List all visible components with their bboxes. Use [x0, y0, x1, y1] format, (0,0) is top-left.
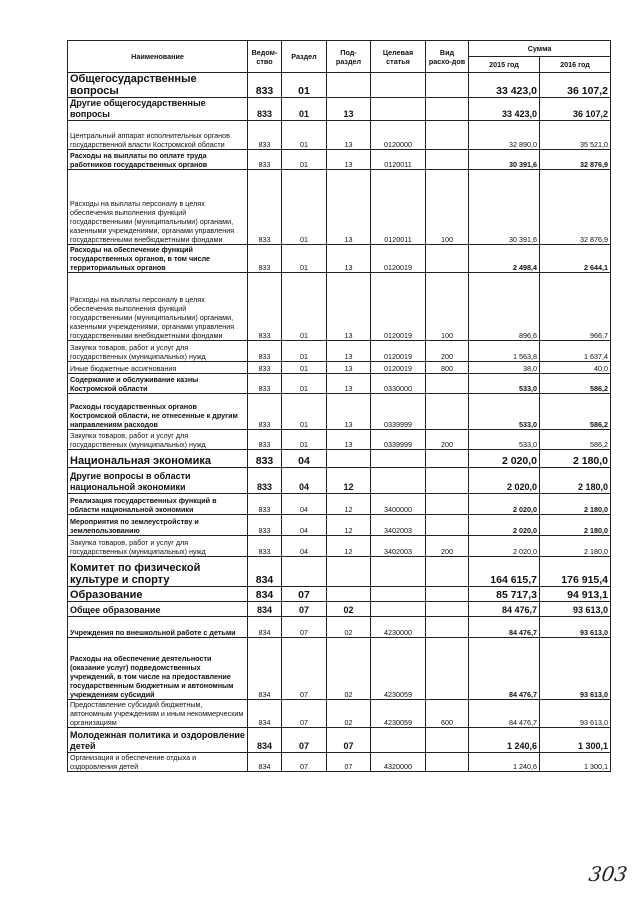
- row-celevaya-statya: 0339999: [371, 394, 426, 430]
- row-sum-2015: 85 717,3: [469, 587, 540, 602]
- row-sum-2016: 93 613,0: [540, 617, 611, 638]
- row-celevaya-statya: 4320000: [371, 753, 426, 772]
- table-row: [68, 617, 611, 638]
- row-vedomstvo: 833: [248, 273, 282, 341]
- row-sum-2016: 586,2: [540, 394, 611, 430]
- header-vid-raskhodov: Вид расхо-дов: [426, 41, 469, 73]
- row-sum-2016: 94 913,1: [540, 587, 611, 602]
- row-podrazdel: 12: [327, 536, 371, 557]
- row-celevaya-statya: 0120019: [371, 341, 426, 362]
- row-vid-raskhodov: [426, 617, 469, 638]
- row-razdel: 01: [282, 430, 327, 450]
- table-body: [68, 73, 611, 772]
- row-razdel: 01: [282, 150, 327, 170]
- row-celevaya-statya: 3402003: [371, 536, 426, 557]
- row-vid-raskhodov: [426, 557, 469, 587]
- row-podrazdel: 13: [327, 121, 371, 150]
- row-sum-2016: 32 876,9: [540, 170, 611, 245]
- row-name: Иные бюджетные ассигнования: [68, 362, 248, 374]
- row-sum-2016: 176 915,4: [540, 557, 611, 587]
- row-podrazdel: 12: [327, 494, 371, 515]
- header-celevaya-statya: Целевая статья: [371, 41, 426, 73]
- row-celevaya-statya: [371, 73, 426, 98]
- row-podrazdel: 13: [327, 430, 371, 450]
- row-razdel: 04: [282, 468, 327, 494]
- row-vid-raskhodov: 800: [426, 362, 469, 374]
- row-celevaya-statya: 0120000: [371, 121, 426, 150]
- row-vid-raskhodov: [426, 494, 469, 515]
- row-name: Мероприятия по землеустройству и землепользованию: [68, 515, 248, 536]
- row-celevaya-statya: 3400000: [371, 494, 426, 515]
- row-name: Общегосударственные вопросы: [68, 73, 248, 98]
- row-razdel: 07: [282, 617, 327, 638]
- row-sum-2015: 2 020,0: [469, 536, 540, 557]
- row-sum-2015: 2 020,0: [469, 468, 540, 494]
- row-sum-2016: 2 180,0: [540, 536, 611, 557]
- row-sum-2016: 586,2: [540, 430, 611, 450]
- row-name: Расходы на обеспечение функций государственных органов, в том числе территориальных органов: [68, 245, 248, 273]
- row-razdel: 07: [282, 753, 327, 772]
- row-sum-2015: 1 240,6: [469, 728, 540, 753]
- row-name: Расходы на выплаты персоналу в целях обеспечения выполнения функций государственными (муниципальными) органами, казенными учреждениями, органами управления государственными внебюджетными фондами: [68, 170, 248, 245]
- row-sum-2015: 533,0: [469, 394, 540, 430]
- header-year-2015: 2015 год: [469, 57, 540, 73]
- row-sum-2015: 896,6: [469, 273, 540, 341]
- row-vedomstvo: 833: [248, 494, 282, 515]
- row-razdel: 07: [282, 700, 327, 728]
- row-razdel: [282, 557, 327, 587]
- row-podrazdel: 13: [327, 374, 371, 394]
- row-celevaya-statya: 4230000: [371, 617, 426, 638]
- row-sum-2016: 1 637,4: [540, 341, 611, 362]
- row-podrazdel: [327, 587, 371, 602]
- row-razdel: 01: [282, 73, 327, 98]
- row-razdel: 01: [282, 245, 327, 273]
- row-vedomstvo: 834: [248, 753, 282, 772]
- row-sum-2015: 1 563,8: [469, 341, 540, 362]
- row-sum-2016: 966,7: [540, 273, 611, 341]
- row-vedomstvo: 833: [248, 536, 282, 557]
- row-sum-2015: 164 615,7: [469, 557, 540, 587]
- row-celevaya-statya: [371, 728, 426, 753]
- table-row: [68, 121, 611, 150]
- row-sum-2015: 2 498,4: [469, 245, 540, 273]
- row-vid-raskhodov: [426, 468, 469, 494]
- row-podrazdel: 13: [327, 362, 371, 374]
- row-podrazdel: [327, 73, 371, 98]
- row-sum-2016: 2 180,0: [540, 468, 611, 494]
- row-razdel: 07: [282, 638, 327, 700]
- row-razdel: 07: [282, 728, 327, 753]
- table-row: [68, 98, 611, 121]
- row-vid-raskhodov: [426, 73, 469, 98]
- row-razdel: 01: [282, 362, 327, 374]
- row-name: Общее образование: [68, 602, 248, 617]
- row-podrazdel: 07: [327, 753, 371, 772]
- row-celevaya-statya: 0330000: [371, 374, 426, 394]
- table-row: [68, 587, 611, 602]
- row-sum-2016: 586,2: [540, 374, 611, 394]
- row-vid-raskhodov: 100: [426, 170, 469, 245]
- table-row: [68, 557, 611, 587]
- row-podrazdel: [327, 557, 371, 587]
- table-row: [68, 73, 611, 98]
- row-vid-raskhodov: 200: [426, 341, 469, 362]
- row-vedomstvo: 833: [248, 170, 282, 245]
- row-vid-raskhodov: [426, 245, 469, 273]
- row-sum-2016: 2 180,0: [540, 450, 611, 468]
- row-vedomstvo: 833: [248, 362, 282, 374]
- table-row: [68, 700, 611, 728]
- page-number: 303: [587, 862, 629, 886]
- row-name: Предоставление субсидий бюджетным, автономным учреждениям и иным некоммерческим организациям: [68, 700, 248, 728]
- row-name: Содержание и обслуживание казны Костромской области: [68, 374, 248, 394]
- row-name: Образование: [68, 587, 248, 602]
- row-podrazdel: 02: [327, 602, 371, 617]
- row-razdel: 01: [282, 121, 327, 150]
- row-podrazdel: 13: [327, 273, 371, 341]
- table-row: [68, 638, 611, 700]
- row-sum-2015: 84 476,7: [469, 602, 540, 617]
- row-vid-raskhodov: 100: [426, 273, 469, 341]
- row-vedomstvo: 834: [248, 617, 282, 638]
- table-row: [68, 430, 611, 450]
- row-vedomstvo: 834: [248, 587, 282, 602]
- row-vid-raskhodov: 200: [426, 430, 469, 450]
- row-vid-raskhodov: [426, 728, 469, 753]
- row-vedomstvo: 833: [248, 468, 282, 494]
- table-row: [68, 450, 611, 468]
- row-vedomstvo: 833: [248, 73, 282, 98]
- row-vedomstvo: 834: [248, 728, 282, 753]
- row-sum-2016: 35 521,0: [540, 121, 611, 150]
- table-row: [68, 468, 611, 494]
- row-vedomstvo: 833: [248, 341, 282, 362]
- row-celevaya-statya: 3402003: [371, 515, 426, 536]
- row-sum-2015: 32 890,0: [469, 121, 540, 150]
- table-row: [68, 515, 611, 536]
- row-sum-2016: 93 613,0: [540, 602, 611, 617]
- row-podrazdel: 13: [327, 394, 371, 430]
- row-vedomstvo: 833: [248, 98, 282, 121]
- row-razdel: 04: [282, 536, 327, 557]
- row-sum-2015: 84 476,7: [469, 700, 540, 728]
- row-celevaya-statya: [371, 557, 426, 587]
- row-podrazdel: 13: [327, 150, 371, 170]
- table-row: [68, 150, 611, 170]
- row-podrazdel: 07: [327, 728, 371, 753]
- table-row: [68, 728, 611, 753]
- row-celevaya-statya: [371, 602, 426, 617]
- row-sum-2015: 33 423,0: [469, 73, 540, 98]
- table-row: [68, 602, 611, 617]
- row-celevaya-statya: [371, 587, 426, 602]
- row-sum-2015: 84 476,7: [469, 617, 540, 638]
- row-vid-raskhodov: [426, 450, 469, 468]
- row-sum-2016: 1 300,1: [540, 728, 611, 753]
- row-name: Расходы государственных органов Костромской области, не отнесенные к другим направлениям расходов: [68, 394, 248, 430]
- row-razdel: 04: [282, 450, 327, 468]
- header-razdel: Раздел: [282, 41, 327, 73]
- row-name: Центральный аппарат исполнительных органов государственной власти Костромской области: [68, 121, 248, 150]
- header-summa: Сумма: [469, 41, 611, 57]
- row-razdel: 01: [282, 374, 327, 394]
- row-name: Реализация государственных функций в области национальной экономики: [68, 494, 248, 515]
- row-razdel: 07: [282, 602, 327, 617]
- row-sum-2015: 33 423,0: [469, 98, 540, 121]
- row-celevaya-statya: 0339999: [371, 430, 426, 450]
- row-celevaya-statya: [371, 98, 426, 121]
- row-sum-2016: 2 180,0: [540, 494, 611, 515]
- header-name: Наименование: [68, 41, 248, 73]
- row-sum-2016: 2 180,0: [540, 515, 611, 536]
- row-name: Комитет по физической культуре и спорту: [68, 557, 248, 587]
- table-row: [68, 753, 611, 772]
- row-sum-2016: 36 107,2: [540, 98, 611, 121]
- row-razdel: 01: [282, 394, 327, 430]
- row-podrazdel: 02: [327, 617, 371, 638]
- row-razdel: 01: [282, 170, 327, 245]
- row-podrazdel: 13: [327, 341, 371, 362]
- row-name: Организация и обеспечение отдыха и оздоровления детей: [68, 753, 248, 772]
- row-celevaya-statya: 4230059: [371, 638, 426, 700]
- row-name: Закупка товаров, работ и услуг для государственных (муниципальных) нужд: [68, 341, 248, 362]
- row-sum-2016: 1 300,1: [540, 753, 611, 772]
- row-razdel: 04: [282, 515, 327, 536]
- row-vid-raskhodov: 200: [426, 536, 469, 557]
- row-razdel: 04: [282, 494, 327, 515]
- table-row: [68, 536, 611, 557]
- row-vedomstvo: 833: [248, 150, 282, 170]
- row-vedomstvo: 833: [248, 515, 282, 536]
- row-vedomstvo: 833: [248, 245, 282, 273]
- row-podrazdel: 02: [327, 700, 371, 728]
- row-name: Другие общегосударственные вопросы: [68, 98, 248, 121]
- row-name: Закупка товаров, работ и услуг для государственных (муниципальных) нужд: [68, 536, 248, 557]
- row-vid-raskhodov: 600: [426, 700, 469, 728]
- row-celevaya-statya: 0120011: [371, 150, 426, 170]
- row-vid-raskhodov: [426, 638, 469, 700]
- row-vedomstvo: 834: [248, 557, 282, 587]
- row-vid-raskhodov: [426, 394, 469, 430]
- row-name: Расходы на выплаты по оплате труда работников государственных органов: [68, 150, 248, 170]
- row-celevaya-statya: 0120019: [371, 362, 426, 374]
- row-vedomstvo: 833: [248, 374, 282, 394]
- table-row: [68, 362, 611, 374]
- row-sum-2016: 2 644,1: [540, 245, 611, 273]
- row-podrazdel: 13: [327, 98, 371, 121]
- row-podrazdel: 02: [327, 638, 371, 700]
- row-sum-2016: 40,0: [540, 362, 611, 374]
- row-sum-2015: 533,0: [469, 430, 540, 450]
- header-vedomstvo: Ведом-ство: [248, 41, 282, 73]
- row-celevaya-statya: [371, 468, 426, 494]
- row-celevaya-statya: 0120011: [371, 170, 426, 245]
- row-razdel: 01: [282, 98, 327, 121]
- row-podrazdel: 12: [327, 468, 371, 494]
- row-vedomstvo: 834: [248, 602, 282, 617]
- table-row: [68, 273, 611, 341]
- row-vid-raskhodov: [426, 121, 469, 150]
- row-sum-2015: 1 240,6: [469, 753, 540, 772]
- row-podrazdel: 12: [327, 515, 371, 536]
- header-year-2016: 2016 год: [540, 57, 611, 73]
- table-row: [68, 170, 611, 245]
- row-name: Учреждения по внешкольной работе с детьми: [68, 617, 248, 638]
- row-sum-2016: 36 107,2: [540, 73, 611, 98]
- row-podrazdel: [327, 450, 371, 468]
- row-vedomstvo: 834: [248, 700, 282, 728]
- row-sum-2015: 2 020,0: [469, 450, 540, 468]
- row-celevaya-statya: 0120019: [371, 245, 426, 273]
- row-name: Молодежная политика и оздоровление детей: [68, 728, 248, 753]
- row-vedomstvo: 833: [248, 121, 282, 150]
- row-name: Расходы на обеспечение деятельности (оказание услуг) подведомственных учреждений, в том числе на предоставление государственным бюджетным и автономным учреждениям субсидий: [68, 638, 248, 700]
- row-sum-2015: 38,0: [469, 362, 540, 374]
- row-vedomstvo: 833: [248, 394, 282, 430]
- row-sum-2015: 2 020,0: [469, 494, 540, 515]
- row-vedomstvo: 833: [248, 450, 282, 468]
- row-sum-2015: 30 391,6: [469, 170, 540, 245]
- row-vid-raskhodov: [426, 150, 469, 170]
- row-podrazdel: 13: [327, 245, 371, 273]
- header-podrazdel: Под-раздел: [327, 41, 371, 73]
- row-celevaya-statya: [371, 450, 426, 468]
- table-row: [68, 341, 611, 362]
- row-vedomstvo: 833: [248, 430, 282, 450]
- row-vedomstvo: 834: [248, 638, 282, 700]
- row-name: Другие вопросы в области национальной экономики: [68, 468, 248, 494]
- row-vid-raskhodov: [426, 98, 469, 121]
- table-row: [68, 494, 611, 515]
- row-razdel: 01: [282, 341, 327, 362]
- row-sum-2015: 30 391,6: [469, 150, 540, 170]
- row-name: Закупка товаров, работ и услуг для государственных (муниципальных) нужд: [68, 430, 248, 450]
- row-vid-raskhodov: [426, 602, 469, 617]
- row-name: Национальная экономика: [68, 450, 248, 468]
- row-celevaya-statya: 0120019: [371, 273, 426, 341]
- row-name: Расходы на выплаты персоналу в целях обеспечения выполнения функций государственными (муниципальными) органами, казенными учреждениями, органами управления государственными внебюджетными фондами: [68, 273, 248, 341]
- row-podrazdel: 13: [327, 170, 371, 245]
- row-vid-raskhodov: [426, 374, 469, 394]
- row-sum-2016: 32 876,9: [540, 150, 611, 170]
- budget-table: [67, 40, 611, 772]
- row-razdel: 07: [282, 587, 327, 602]
- row-celevaya-statya: 4230059: [371, 700, 426, 728]
- row-sum-2016: 93 613,0: [540, 700, 611, 728]
- row-sum-2016: 93 613,0: [540, 638, 611, 700]
- row-sum-2015: 533,0: [469, 374, 540, 394]
- table-row: [68, 394, 611, 430]
- row-vid-raskhodov: [426, 753, 469, 772]
- row-vid-raskhodov: [426, 515, 469, 536]
- row-sum-2015: 84 476,7: [469, 638, 540, 700]
- table-row: [68, 374, 611, 394]
- row-sum-2015: 2 020,0: [469, 515, 540, 536]
- row-vid-raskhodov: [426, 587, 469, 602]
- table-row: [68, 245, 611, 273]
- row-razdel: 01: [282, 273, 327, 341]
